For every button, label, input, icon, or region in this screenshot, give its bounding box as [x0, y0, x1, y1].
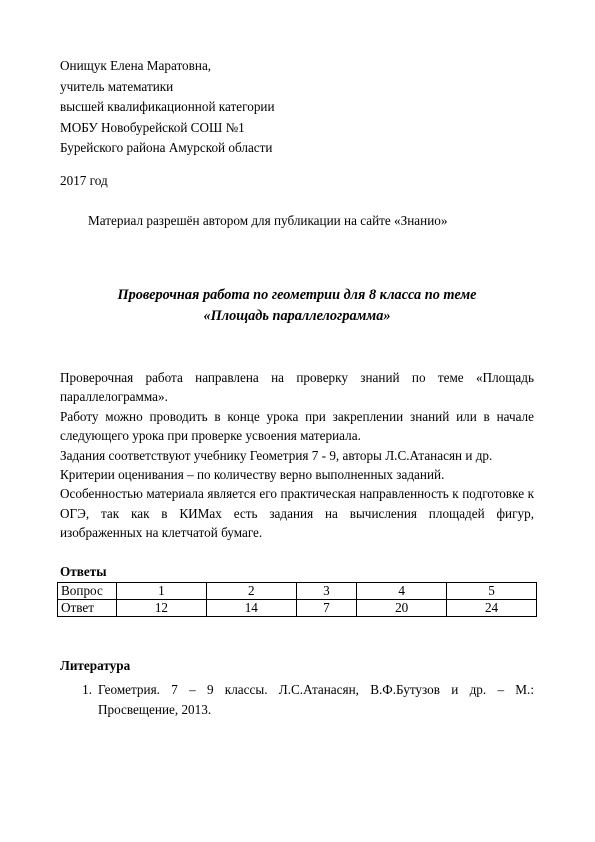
question-cell: 3 — [296, 583, 357, 600]
document-title — [60, 285, 534, 327]
answer-cell: 24 — [447, 600, 537, 617]
answers-heading: Ответы — [60, 564, 107, 579]
intro-paragraph: Особенностью материала является его практическая направленность к подготовке к ОГЭ, так как в КИМах есть задания на вычисления площадей фигур, изображенных на клетчатой бумаге. — [60, 486, 534, 541]
author-name: Онищук Елена Маратовна, — [60, 58, 212, 73]
intro-paragraph: Работу можно проводить в конце урока при закреплении знаний или в начале следующего урока при проверке усвоения материала. — [60, 408, 534, 444]
literature-list — [60, 680, 534, 720]
answers-table — [57, 582, 537, 617]
question-cell: 2 — [206, 583, 296, 600]
title-line-2: «Площадь параллелограмма» — [203, 308, 391, 324]
author-category: высшей квалификационной категории — [60, 99, 275, 114]
title-line-1: Проверочная работа по геометрии для 8 класса по теме — [117, 287, 477, 303]
permission-note: Материал разрешён автором для публикации на сайте «Знанио» — [88, 213, 448, 228]
intro-paragraph: Критерии оценивания – по количеству верно выполненных заданий. — [60, 467, 445, 483]
answer-cell: 12 — [117, 600, 207, 617]
answer-cell: 7 — [296, 600, 357, 617]
answer-row-label: Ответ — [58, 600, 117, 617]
question-row-label: Вопрос — [58, 583, 117, 600]
question-row — [58, 583, 537, 600]
answer-cell: 14 — [206, 600, 296, 617]
question-cell: 5 — [447, 583, 537, 600]
intro-section — [60, 368, 534, 543]
literature-item — [60, 680, 534, 720]
author-block — [60, 56, 275, 159]
intro-paragraph: Проверочная работа направлена на проверку знаний по теме «Площадь параллелограмма». — [60, 370, 534, 405]
author-region: Бурейского района Амурской области — [60, 140, 273, 155]
answer-cell: 20 — [357, 600, 447, 617]
literature-item-number: 1. — [82, 682, 92, 697]
author-school: МОБУ Новобурейской СОШ №1 — [60, 119, 245, 135]
year-text: 2017 год — [60, 173, 108, 188]
literature-heading: Литература — [60, 658, 131, 673]
question-cell: 1 — [117, 583, 207, 600]
intro-paragraph: Задания соответствуют учебнику Геометрия 7 - 9, авторы Л.С.Атанасян и др. — [60, 447, 493, 463]
question-cell: 4 — [357, 583, 447, 600]
author-position: учитель математики — [60, 78, 174, 94]
literature-item-text: Геометрия. 7 – 9 классы. Л.С.Атанасян, В.Ф.Бутузов и др. – М.: Просвещение, 2013. — [98, 682, 534, 717]
answer-row — [58, 600, 537, 617]
